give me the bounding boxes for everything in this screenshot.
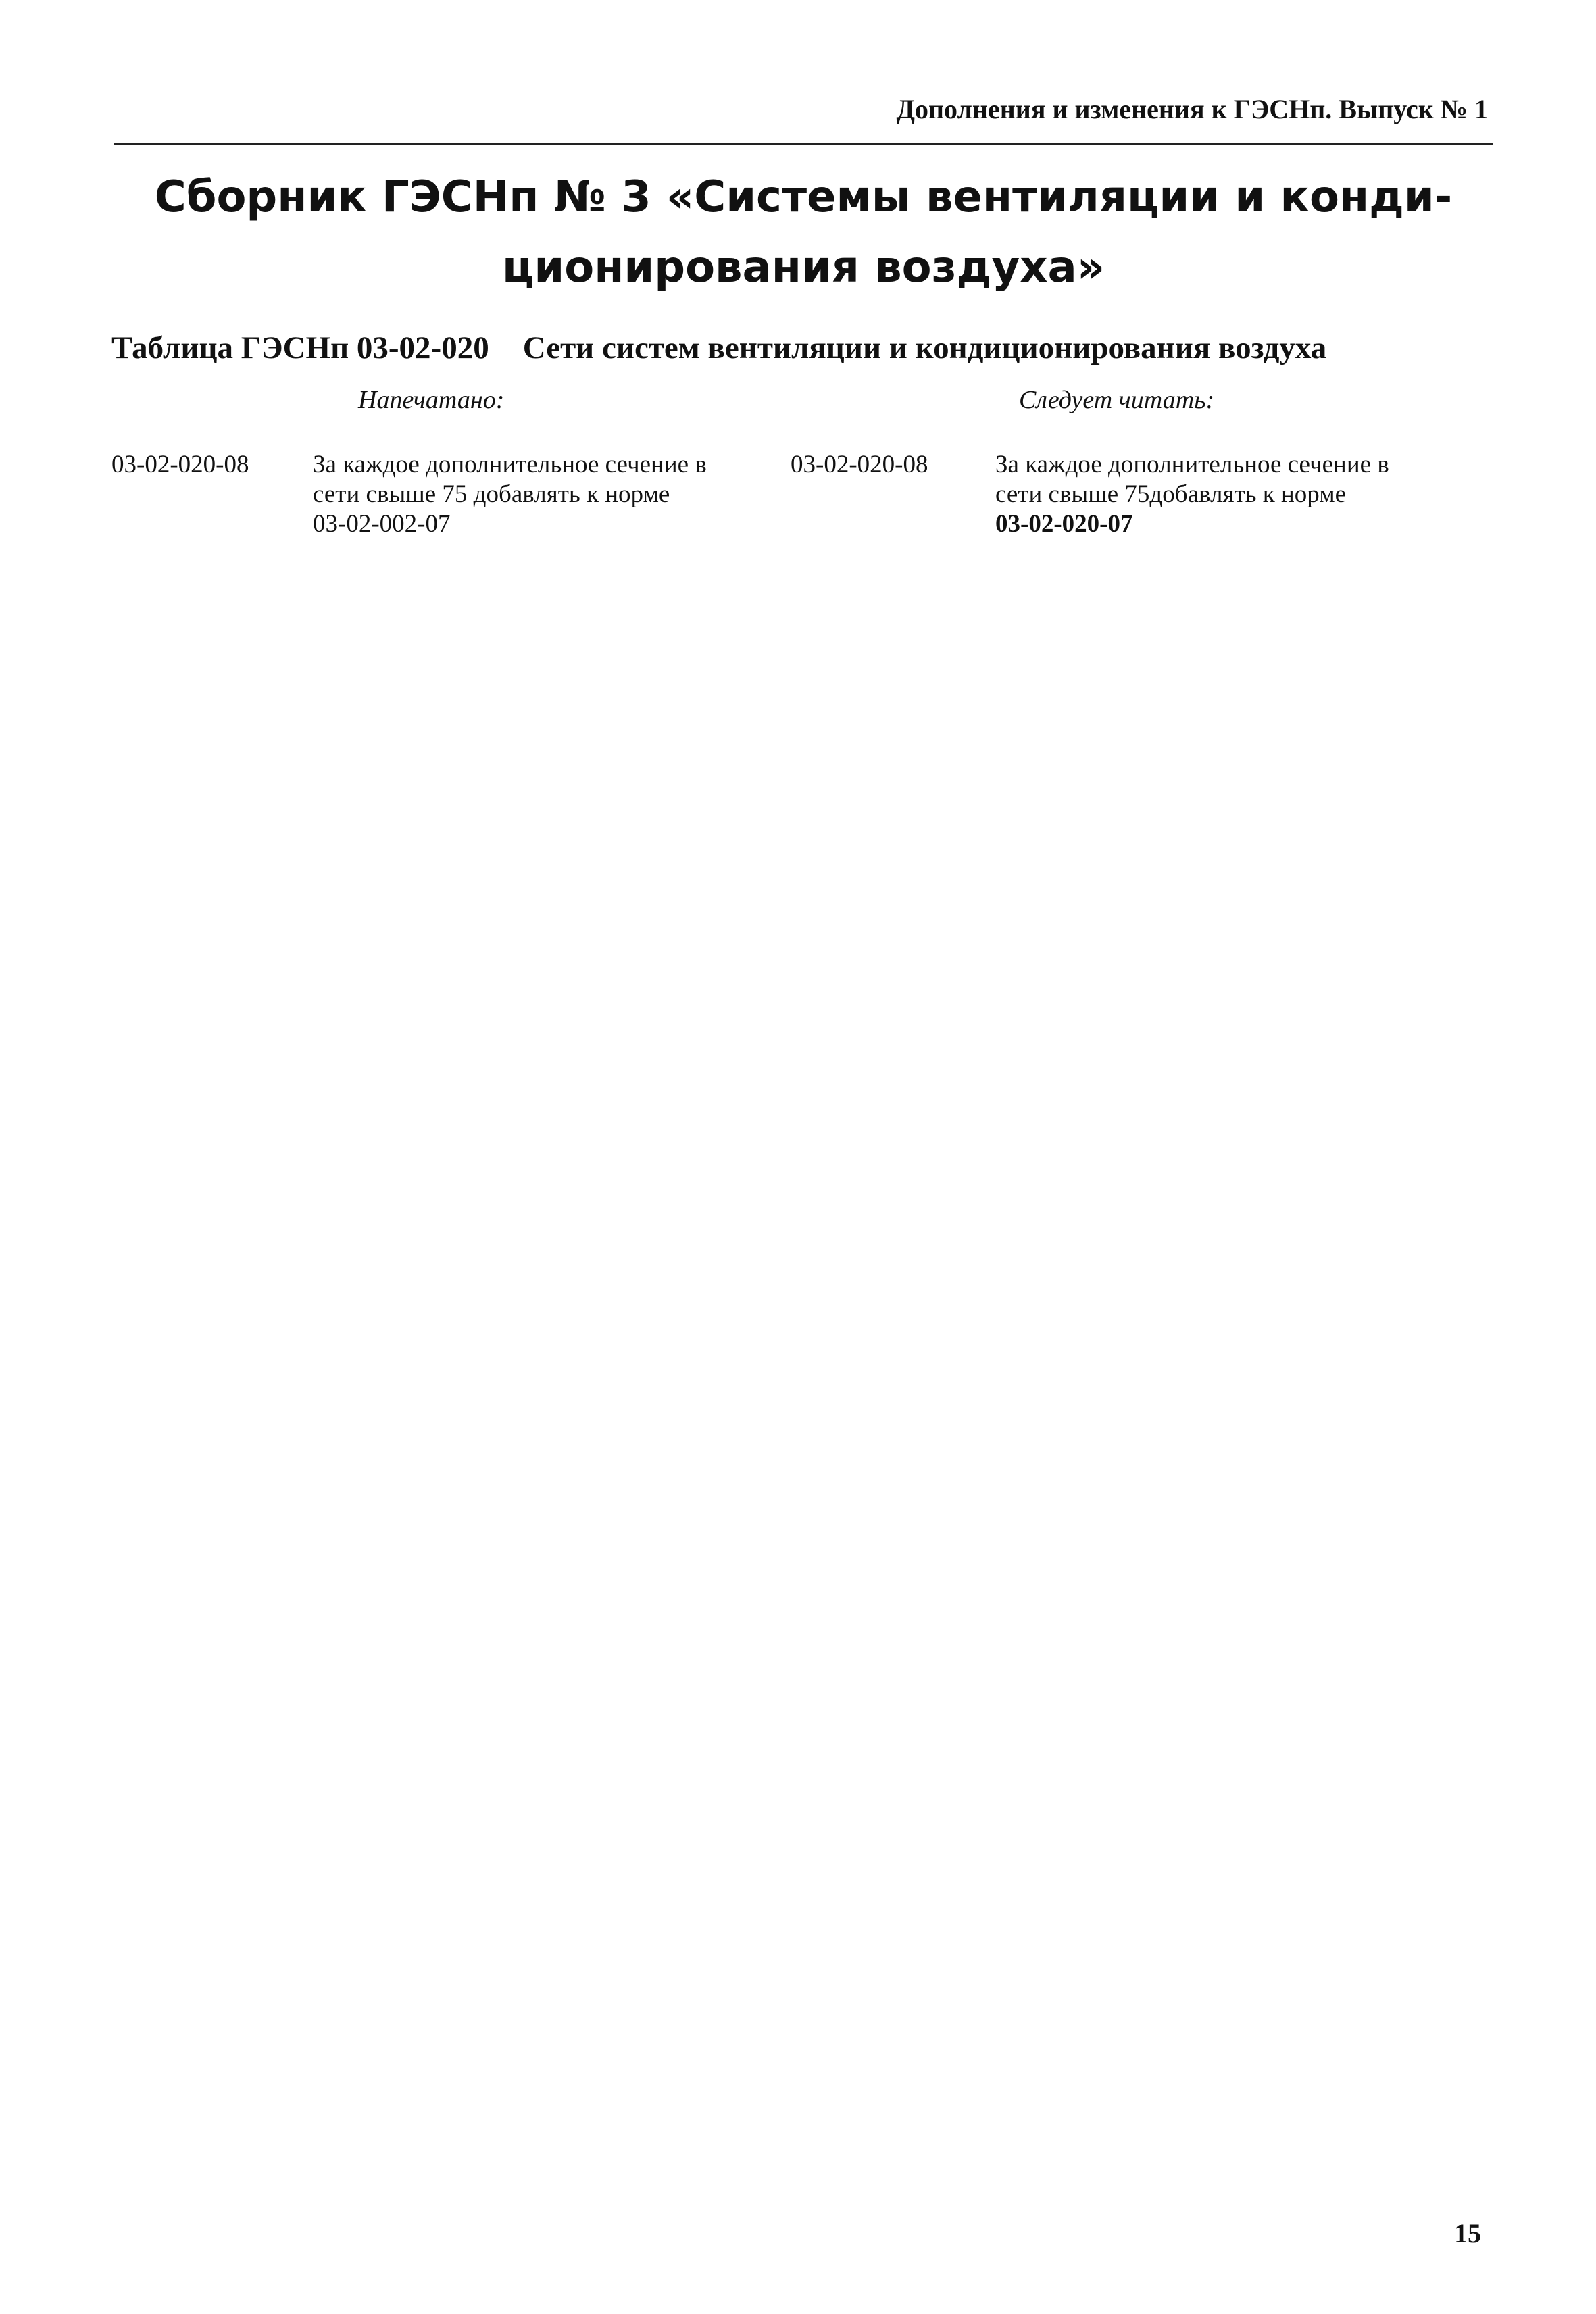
- printed-text-line: 03-02-002-07: [313, 510, 451, 538]
- printed-label: Напечатано:: [358, 386, 505, 414]
- table-heading: [111, 330, 1326, 366]
- corrected-text-line: За каждое дополнительное сечение в: [995, 451, 1389, 478]
- printed-text-line: сети свыше 75 добавлять к норме: [313, 480, 670, 508]
- corrected-reference: 03-02-020-07: [995, 510, 1133, 538]
- should-read-label: Следует читать:: [1019, 386, 1215, 414]
- header-rule: [114, 143, 1493, 145]
- printed-text-line: За каждое дополнительное сечение в: [313, 451, 707, 478]
- page-number: 15: [1454, 2218, 1481, 2248]
- running-header: Дополнения и изменения к ГЭСНп. Выпуск № 1: [896, 94, 1488, 124]
- printed-code: 03-02-020-08: [111, 451, 249, 478]
- printed-description: [313, 450, 786, 539]
- collection-title: [114, 162, 1493, 303]
- corrected-description: [995, 450, 1482, 539]
- corrected-text-line: сети свыше 75добавлять к норме: [995, 480, 1347, 508]
- table-code: Таблица ГЭСНп 03-02-020: [111, 330, 489, 366]
- table-name: Сети систем вентиляции и кондиционирования воздуха: [522, 330, 1327, 366]
- corrected-code: 03-02-020-08: [791, 451, 928, 478]
- collection-title-line-2: ционирования воздуха»: [501, 243, 1105, 293]
- collection-title-line-1: Сборник ГЭСНп № 3 «Системы вентиляции и конди-: [154, 172, 1453, 222]
